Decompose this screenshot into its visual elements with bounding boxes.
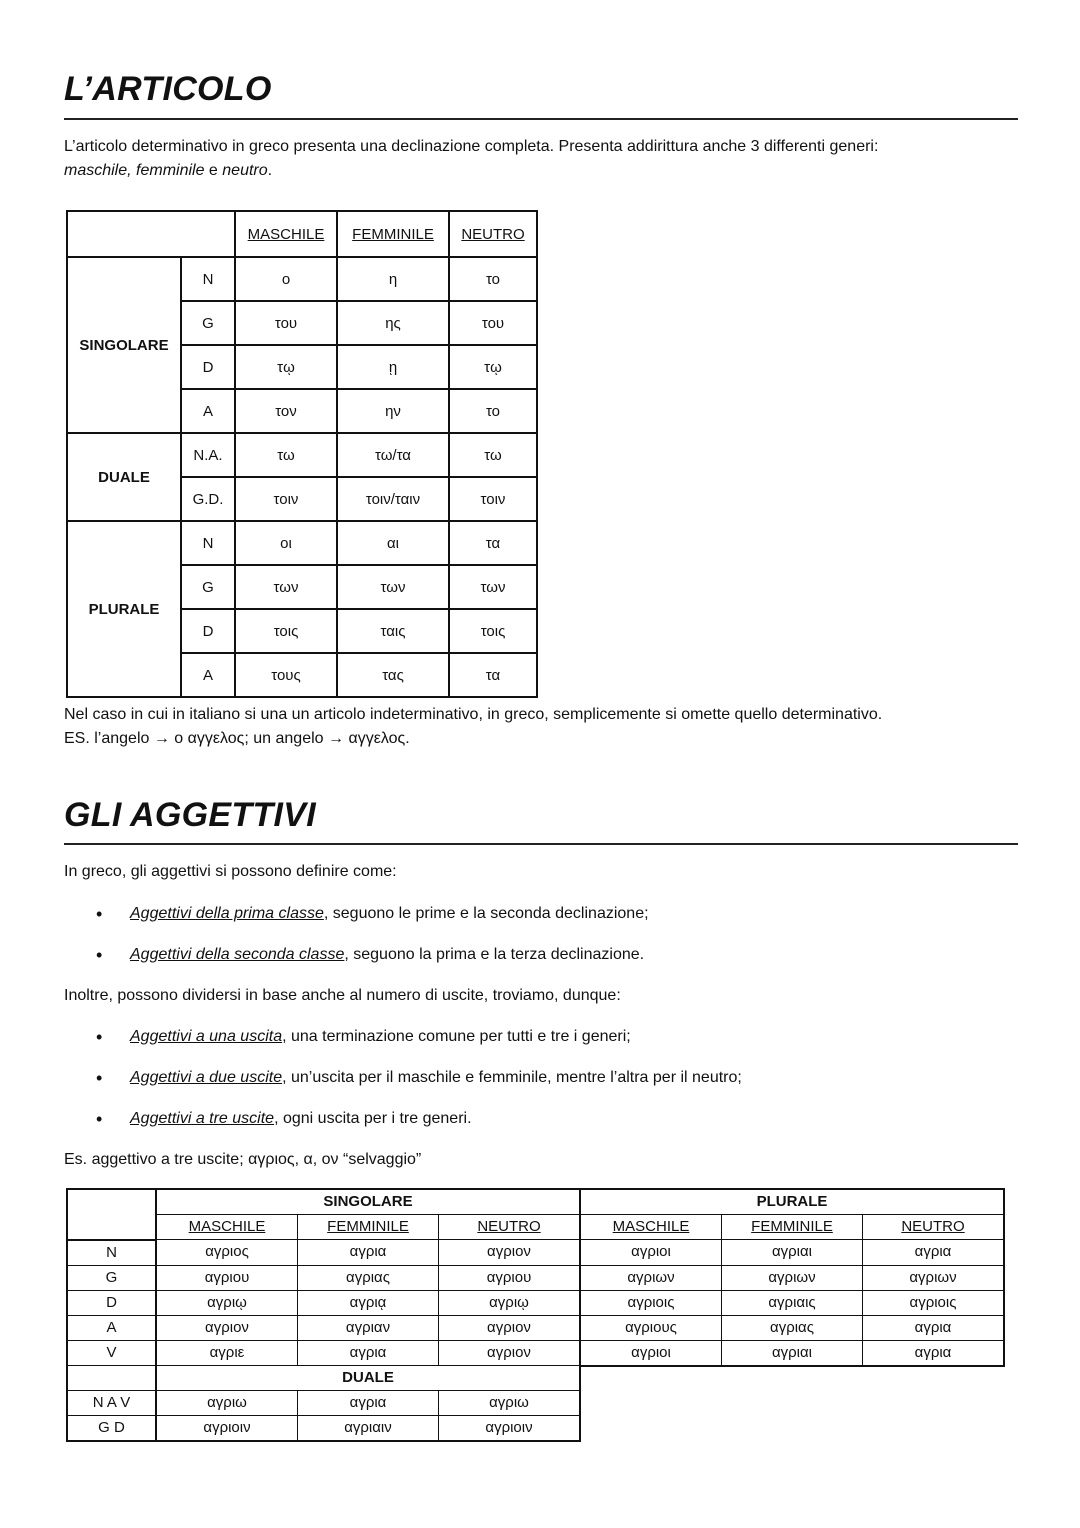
table-cell: τω — [449, 433, 537, 477]
table-cell: αγριον — [439, 1315, 581, 1340]
table-cell: τοιν/ταιν — [337, 477, 449, 521]
case-label: N — [67, 1240, 156, 1266]
table-cell: αγριαι — [722, 1240, 863, 1266]
table-cell: αγρια — [863, 1340, 1005, 1366]
case-label: G — [67, 1265, 156, 1290]
section-title-articolo: L’ARTICOLO — [64, 70, 272, 108]
table-row — [67, 1391, 1004, 1416]
header-maschile: MASCHILE — [156, 1215, 298, 1240]
note-line-1: Nel caso in cui in italiano si una un articolo indeterminativo, in greco, semplicemente si omette quello determinativo. — [64, 706, 883, 723]
table-cell: του — [235, 301, 337, 345]
table-row — [67, 1315, 1004, 1340]
list-item — [64, 943, 1024, 984]
group-label-plurale: PLURALE — [580, 1189, 1004, 1215]
table-cell: τα — [449, 653, 537, 697]
table-cell: αγριαι — [722, 1340, 863, 1366]
table-cell: του — [449, 301, 537, 345]
table-cell: ταις — [337, 609, 449, 653]
aggettivi-intro: In greco, gli aggettivi si possono definire come: — [64, 863, 397, 880]
term: Aggettivi a una uscita — [130, 1028, 283, 1045]
case-label: G D — [67, 1416, 156, 1442]
list-item — [64, 1066, 1024, 1107]
table-corner — [67, 1189, 156, 1240]
table-header-row — [67, 1215, 1004, 1240]
table-cell: τας — [337, 653, 449, 697]
table-cell: ο — [235, 257, 337, 301]
table-row — [67, 1416, 1004, 1442]
intro-end: . — [267, 162, 273, 179]
table-cell: των — [449, 565, 537, 609]
table-cell: αγριαν — [298, 1315, 439, 1340]
table-cell: τω/τα — [337, 433, 449, 477]
group-label-singolare: SINGOLARE — [156, 1189, 580, 1215]
table-cell: οι — [235, 521, 337, 565]
list-item — [64, 1107, 1024, 1148]
group-label-singolare: SINGOLARE — [67, 257, 181, 433]
empty-space — [580, 1391, 1004, 1416]
table-cell: αγριοις — [580, 1290, 722, 1315]
term: Aggettivi della prima classe — [130, 905, 324, 922]
table-cell: τους — [235, 653, 337, 697]
classes-list — [64, 902, 1024, 984]
desc: , ogni uscita per i tre generi. — [274, 1110, 472, 1127]
table-cell: το — [449, 257, 537, 301]
aggettivi-inoltre: Inoltre, possono dividersi in base anche al numero di uscite, troviamo, dunque: — [64, 987, 621, 1004]
table-cell: αγρια — [298, 1240, 439, 1266]
case-label-empty — [67, 1366, 156, 1391]
article-declension-table — [66, 210, 538, 698]
header-neutro: NEUTRO — [863, 1215, 1005, 1240]
table-cell: αγρια — [863, 1240, 1005, 1266]
table-cell: ῃ — [337, 345, 449, 389]
table-cell: τα — [449, 521, 537, 565]
table-cell: αγριαις — [722, 1290, 863, 1315]
table-cell: τῳ — [235, 345, 337, 389]
table-row — [67, 1340, 1004, 1366]
case-label: V — [67, 1340, 156, 1366]
header-maschile: MASCHILE — [235, 211, 337, 257]
desc: , una terminazione comune per tutti e tre i generi; — [282, 1028, 631, 1045]
table-cell: τοις — [449, 609, 537, 653]
table-cell: τοις — [235, 609, 337, 653]
articolo-intro — [64, 135, 1024, 183]
table-cell: τοιν — [449, 477, 537, 521]
table-cell: αγριοις — [863, 1290, 1005, 1315]
table-cell: αγριου — [439, 1265, 581, 1290]
header-femminile: FEMMINILE — [722, 1215, 863, 1240]
table-cell: αγριαιν — [298, 1416, 439, 1442]
table-cell: των — [235, 565, 337, 609]
adjective-declension-table — [66, 1188, 1005, 1442]
group-label-duale: DUALE — [156, 1366, 580, 1391]
case-label: A — [181, 653, 235, 697]
note-line-2: ES. l’angelo → ο αγγελος; un angelo → αγγελος. — [64, 730, 410, 747]
table-cell: αγριᾳ — [298, 1290, 439, 1315]
intro-line-2 — [64, 159, 1024, 183]
case-label: N.A. — [181, 433, 235, 477]
articolo-note — [64, 703, 1054, 751]
list-item — [64, 902, 1024, 943]
table-cell: αγρια — [298, 1340, 439, 1366]
empty-space — [580, 1416, 1004, 1442]
table-cell: αγριας — [298, 1265, 439, 1290]
table-cell: αγριω — [439, 1391, 581, 1416]
case-label: A — [181, 389, 235, 433]
table-cell: αγριοιν — [156, 1416, 298, 1442]
list-item — [64, 1025, 1024, 1066]
header-femminile: FEMMINILE — [298, 1215, 439, 1240]
intro-genders: maschile, femminile — [64, 162, 205, 179]
header-maschile: MASCHILE — [580, 1215, 722, 1240]
table-corner — [67, 211, 235, 257]
table-cell: αγριοι — [580, 1240, 722, 1266]
table-cell: αγριοιν — [439, 1416, 581, 1442]
case-label: N — [181, 257, 235, 301]
term: Aggettivi a tre uscite — [130, 1110, 275, 1127]
table-row — [67, 1265, 1004, 1290]
table-group-row — [67, 1189, 1004, 1215]
aggettivi-example: Es. aggettivo a tre uscite; αγριος, α, ον “selvaggio” — [64, 1151, 422, 1168]
table-cell: αγρια — [298, 1391, 439, 1416]
intro-conj: e — [204, 162, 223, 179]
title-rule — [64, 118, 1018, 120]
table-cell: αγριον — [439, 1340, 581, 1366]
case-label: G — [181, 565, 235, 609]
table-cell: αγριου — [156, 1265, 298, 1290]
table-cell: αγριον — [156, 1315, 298, 1340]
table-cell: αγριοι — [580, 1340, 722, 1366]
table-cell: τω — [235, 433, 337, 477]
table-cell: αι — [337, 521, 449, 565]
table-cell: αγριον — [439, 1240, 581, 1266]
term: Aggettivi della seconda classe — [130, 946, 345, 963]
table-cell: αγρια — [863, 1315, 1005, 1340]
table-row — [67, 521, 537, 565]
table-cell: τῳ — [449, 345, 537, 389]
table-cell: αγριων — [580, 1265, 722, 1290]
table-cell: αγριῳ — [156, 1290, 298, 1315]
table-header-row — [67, 211, 537, 257]
uscite-list — [64, 1025, 1024, 1148]
header-neutro: NEUTRO — [439, 1215, 581, 1240]
table-cell: αγριος — [156, 1240, 298, 1266]
group-label-plurale: PLURALE — [67, 521, 181, 697]
table-cell: αγριων — [863, 1265, 1005, 1290]
table-cell: αγριω — [156, 1391, 298, 1416]
table-cell: αγριας — [722, 1315, 863, 1340]
header-neutro: NEUTRO — [449, 211, 537, 257]
table-cell: αγριῳ — [439, 1290, 581, 1315]
table-cell: αγριων — [722, 1265, 863, 1290]
case-label: N A V — [67, 1391, 156, 1416]
intro-line-1: L’articolo determinativo in greco presenta una declinazione completa. Presenta addirittura anche 3 differenti generi: — [64, 138, 879, 155]
table-row — [67, 257, 537, 301]
table-cell: ην — [337, 389, 449, 433]
case-label: D — [67, 1290, 156, 1315]
table-cell: ης — [337, 301, 449, 345]
title-rule — [64, 843, 1018, 845]
case-label: G.D. — [181, 477, 235, 521]
desc: , seguono le prime e la seconda declinazione; — [323, 905, 649, 922]
table-row — [67, 433, 537, 477]
table-dual-label-row — [67, 1366, 1004, 1391]
case-label: A — [67, 1315, 156, 1340]
table-row — [67, 1290, 1004, 1315]
table-cell: η — [337, 257, 449, 301]
term: Aggettivi a due uscite — [130, 1069, 283, 1086]
case-label: D — [181, 345, 235, 389]
empty-space — [580, 1366, 1004, 1391]
case-label: D — [181, 609, 235, 653]
table-cell: τοιν — [235, 477, 337, 521]
desc: , un’uscita per il maschile e femminile, mentre l’altra per il neutro; — [282, 1069, 742, 1086]
section-title-aggettivi: GLI AGGETTIVI — [64, 796, 316, 834]
case-label: N — [181, 521, 235, 565]
table-cell: των — [337, 565, 449, 609]
desc: , seguono la prima e la terza declinazione. — [344, 946, 645, 963]
intro-neutro: neutro — [222, 162, 268, 179]
table-cell: τον — [235, 389, 337, 433]
table-cell: αγριε — [156, 1340, 298, 1366]
header-femminile: FEMMINILE — [337, 211, 449, 257]
group-label-duale: DUALE — [67, 433, 181, 521]
table-cell: αγριους — [580, 1315, 722, 1340]
table-row — [67, 1240, 1004, 1266]
case-label: G — [181, 301, 235, 345]
table-cell: το — [449, 389, 537, 433]
